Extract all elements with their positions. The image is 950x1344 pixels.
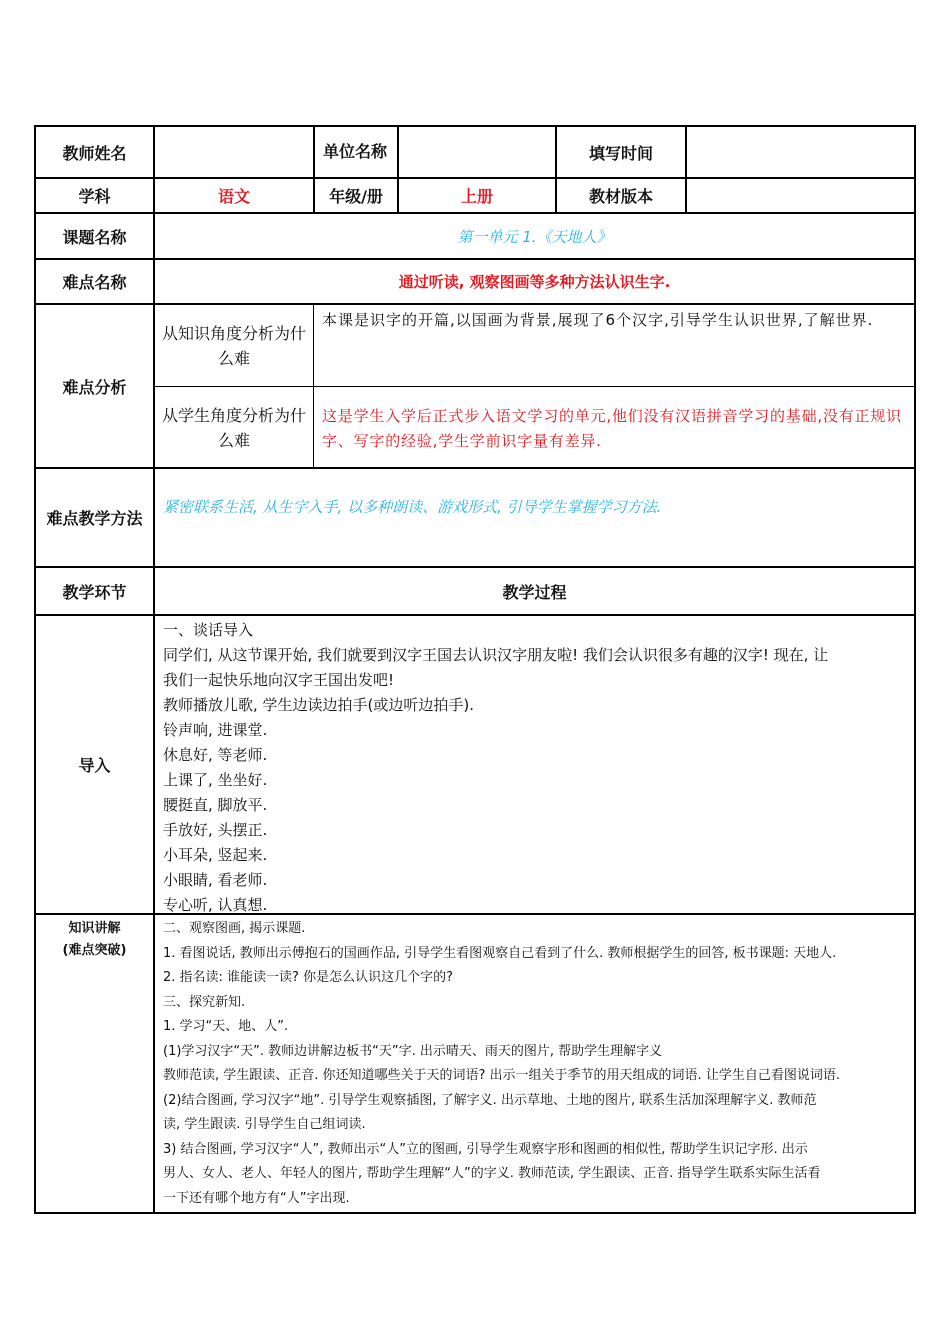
knowledge-stage-label-line2: (难点突破) bbox=[62, 943, 127, 958]
knowledge-line: 三、探究新知. bbox=[163, 994, 246, 1010]
student-angle-label: 从学生角度分析为什么难 bbox=[161, 405, 306, 450]
knowledge-angle-text: 本课是识字的开篇,以国画为背景,展现了6个汉字,引导学生认识世界,了解世界. bbox=[322, 311, 874, 329]
teacher-name-value bbox=[155, 127, 313, 177]
intro-line: 小眼睛, 看老师. bbox=[163, 871, 268, 889]
process-header: 教学过程 bbox=[502, 582, 567, 602]
knowledge-content bbox=[163, 917, 913, 1213]
intro-line: 我们一起快乐地向汉字王国出发吧! bbox=[163, 671, 395, 689]
intro-line: 专心听, 认真想. bbox=[163, 896, 268, 914]
intro-line: 小耳朵, 竖起来. bbox=[163, 846, 268, 864]
knowledge-line: 二、观察图画, 揭示课题. bbox=[163, 921, 306, 936]
unit-label: 单位名称 bbox=[322, 142, 387, 161]
knowledge-line: 男人、女人、老人、年轻人的图片, 帮助学生理解“人”的字义. 教师范读, 学生跟读、正音. 指导学生联系实际生活看 bbox=[163, 1166, 821, 1181]
method-label: 难点教学方法 bbox=[46, 509, 143, 528]
fill-time-value bbox=[687, 127, 914, 177]
lesson-title-value: 第一单元 1.《天地人》 bbox=[457, 227, 612, 246]
edition-label: 教材版本 bbox=[588, 187, 653, 206]
intro-line: 教师播放儿歌, 学生边读边拍手(或边听边拍手). bbox=[163, 696, 475, 714]
knowledge-angle-label: 从知识角度分析为什么难 bbox=[161, 323, 306, 368]
grade-label: 年级/册 bbox=[329, 187, 383, 206]
analysis-label: 难点分析 bbox=[62, 377, 127, 397]
difficulty-value: 通过听读, 观察图画等多种方法认识生字. bbox=[398, 273, 671, 291]
grade-value: 上册 bbox=[460, 187, 493, 206]
intro-line: 铃声响, 进课堂. bbox=[163, 721, 268, 739]
knowledge-line: 2. 指名读: 谁能读一读? 你是怎么认识这几个字的? bbox=[163, 970, 453, 985]
knowledge-line: (2)结合图画, 学习汉字“地”. 引导学生观察插图, 了解字义. 出示草地、土地的图片, 联系生活加深理解字义. 教师范 bbox=[163, 1092, 817, 1108]
row-divider bbox=[34, 467, 916, 469]
row-divider bbox=[154, 386, 916, 387]
knowledge-line: 一下还有哪个地方有“人”字出现. bbox=[163, 1190, 350, 1206]
knowledge-line: 1. 看图说话, 教师出示傅抱石的国画作品, 引导学生看图观察自己看到了什么. 教师根据学生的回答, 板书课题: 天地人. bbox=[163, 945, 837, 961]
intro-content bbox=[163, 618, 913, 914]
method-text: 紧密联系生活, 从生字入手, 以多种朗读、游戏形式, 引导学生掌握学习方法. bbox=[163, 498, 662, 516]
fill-time-label: 填写时间 bbox=[588, 143, 653, 163]
intro-line: 腰挺直, 脚放平. bbox=[163, 796, 268, 814]
knowledge-line: 3) 结合图画, 学习汉字“人”, 教师出示“人”立的图画, 引导学生观察字形和图画的相似性, 帮助学生识记字形. 出示 bbox=[163, 1141, 808, 1157]
knowledge-line: 读, 学生跟读. 引导学生自己组词读. bbox=[163, 1117, 366, 1132]
knowledge-line: 教师范读, 学生跟读、正音. 你还知道哪些关于天的词语? 出示一组关于季节的用天组成的词语. 让学生自己看图说词语. bbox=[163, 1068, 840, 1083]
intro-line: 一、谈话导入 bbox=[163, 621, 254, 639]
subject-value: 语文 bbox=[217, 187, 250, 206]
row-divider bbox=[34, 614, 916, 616]
difficulty-label: 难点名称 bbox=[62, 273, 127, 292]
col-divider bbox=[313, 304, 314, 468]
knowledge-line: 1. 学习“天、地、人”. bbox=[163, 1019, 289, 1034]
intro-line: 手放好, 头摆正. bbox=[163, 821, 268, 839]
intro-line: 休息好, 等老师. bbox=[163, 746, 268, 764]
student-angle-text: 这是学生入学后正式步入语文学习的单元,他们没有汉语拼音学习的基础,没有正规识字、写字的经验,学生学前识字量有差异. bbox=[322, 407, 902, 450]
knowledge-line: (1)学习汉字“天”. 教师边讲解边板书“天”字. 出示晴天、雨天的图片, 帮助学生理解字义 bbox=[163, 1043, 663, 1059]
unit-value bbox=[399, 127, 555, 177]
teacher-name-label: 教师姓名 bbox=[62, 143, 127, 163]
intro-line: 同学们, 从这节课开始, 我们就要到汉字王国去认识汉字朋友啦! 我们会认识很多有趣的汉字! 现在, 让 bbox=[163, 646, 829, 664]
lesson-title-label: 课题名称 bbox=[62, 227, 127, 247]
edition-value bbox=[687, 179, 914, 212]
intro-line: 上课了, 坐坐好. bbox=[163, 771, 268, 789]
knowledge-stage-label-line1: 知识讲解 bbox=[68, 921, 121, 936]
knowledge-stage-label bbox=[36, 918, 153, 968]
stage-header: 教学环节 bbox=[62, 582, 127, 602]
intro-stage-label: 导入 bbox=[78, 756, 111, 775]
subject-label: 学科 bbox=[78, 187, 111, 206]
